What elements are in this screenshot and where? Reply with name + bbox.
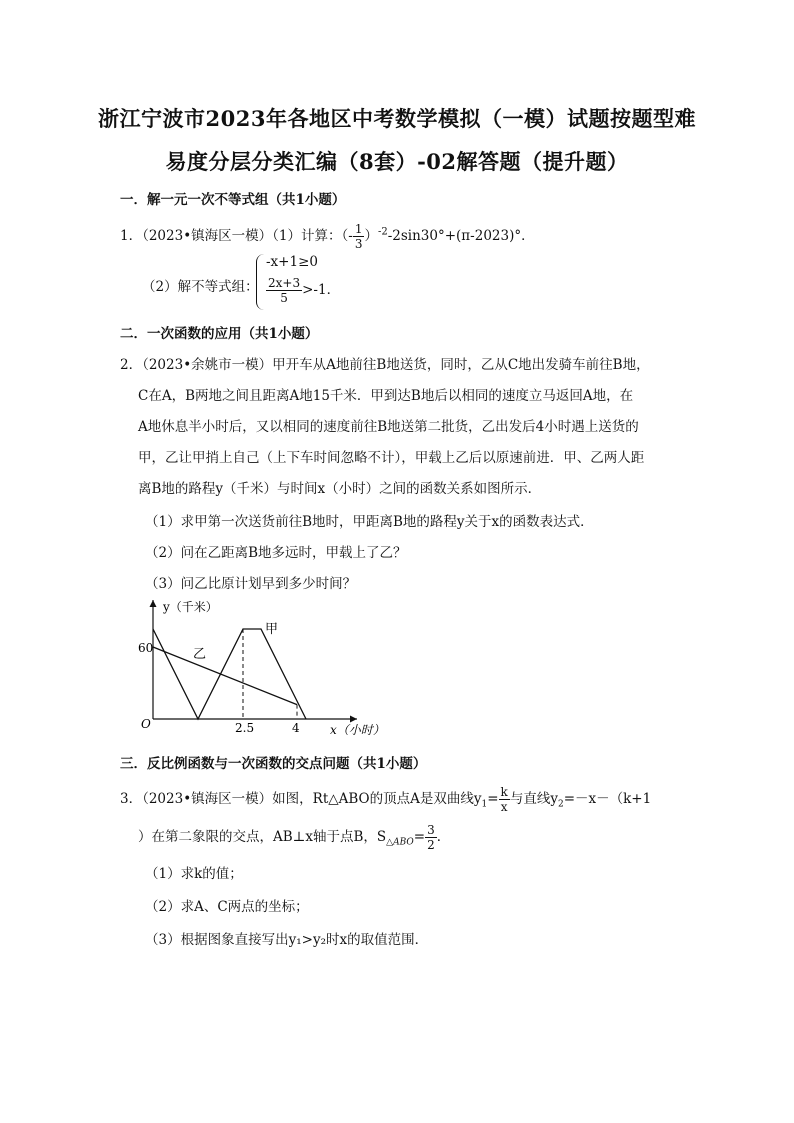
q2-sub-2: （2）问在乙距离B地多远时，甲载上了乙？ <box>145 545 407 561</box>
document-title-line1: 浙江宁波市2023年各地区中考数学模拟（一模）试题按题型难 <box>98 106 696 131</box>
x-tick-2.5: 2.5 <box>235 721 255 735</box>
q2-sub-3: （3）问乙比原计划早到多少时间？ <box>145 576 357 592</box>
q1-exponent: -2 <box>377 226 388 238</box>
q1-part1 <box>120 222 535 251</box>
q1-part2-label: （2）解不等式组： <box>142 279 259 295</box>
series-yi-line <box>153 647 297 705</box>
series-jia-line <box>153 629 306 719</box>
q3-sub-2: （2）求A、C两点的坐标； <box>145 899 309 915</box>
q2-line-1: 2．（2023•余姚市一模）甲开车从A地前往B地送货，同时，乙从C地出发骑车前往B地， <box>120 357 650 373</box>
section-heading-3: 三．反比例函数与一次函数的交点问题（共1小题） <box>120 756 427 772</box>
q2-line-5: 离B地的路程y（千米）与时间x（小时）之间的函数关系如图所示． <box>138 481 542 497</box>
q1-inequality-2: $\frac{2x+3}{5}$ >-1． <box>268 276 341 305</box>
q2-line-2: C在A，B两地之间且距离A地15千米．甲到达B地后以相同的速度立马返回A地，在 <box>138 388 634 404</box>
y-axis-label: y（千米） <box>163 600 218 614</box>
q3-sub-1: （1）求k的值； <box>145 866 243 882</box>
series-yi-label: 乙 <box>193 647 207 662</box>
q1-rest: ） <box>364 228 378 244</box>
q2-sub-1: （1）求甲第一次送货前往B地时，甲距离B地的路程y关于x的函数表达式． <box>145 514 594 530</box>
q2-line-3: A地休息半小时后，又以相同的速度前往B地送第二批货，乙出发后4小时遇上送货的 <box>138 419 639 435</box>
q1-tail: -2sin30°+(π-2023)°． <box>387 228 535 244</box>
x-axis-label: x（小时） <box>330 723 385 737</box>
origin-label: O <box>141 717 151 731</box>
series-jia-label: 甲 <box>265 622 279 637</box>
section-heading-2: 二．一次函数的应用（共1小题） <box>120 326 319 342</box>
q2-line-4: 甲，乙让甲捎上自己（上下车时间忽略不计），甲载上乙后以原速前进．甲、乙两人距 <box>138 450 645 466</box>
y-tick-60: 60 <box>138 641 154 655</box>
q1-fraction: $\frac{1}{3}$ <box>354 222 363 251</box>
section-heading-1: 一．解一元一次不等式组（共1小题） <box>120 192 346 208</box>
system-brace <box>256 254 265 310</box>
q3-line-2: ）在第二象限的交点，AB⊥x轴于点B，$S_{\triangle ABO}=$ $\frac{3}{2}$ ． <box>138 823 451 852</box>
q1-inequality-1: -x+1≥0 <box>266 254 318 270</box>
q3-line-1: 3．（2023•镇海区一模）如图，Rt△ABO的顶点A是双曲线$y_1=$ $\frac{k}{x}$ 与直线$y_2=-x-(k+1$ <box>120 785 652 814</box>
distance-time-graph <box>135 596 415 746</box>
q3-sub-3: （3）根据图象直接写出y₁>y₂时x的取值范围． <box>145 932 429 948</box>
x-tick-4: 4 <box>292 721 300 735</box>
document-title-line2: 易度分层分类汇编（8套）-02解答题（提升题） <box>165 149 629 174</box>
q1-prefix: 1．（2023•镇海区一模）（1）计算：（- <box>120 228 353 244</box>
